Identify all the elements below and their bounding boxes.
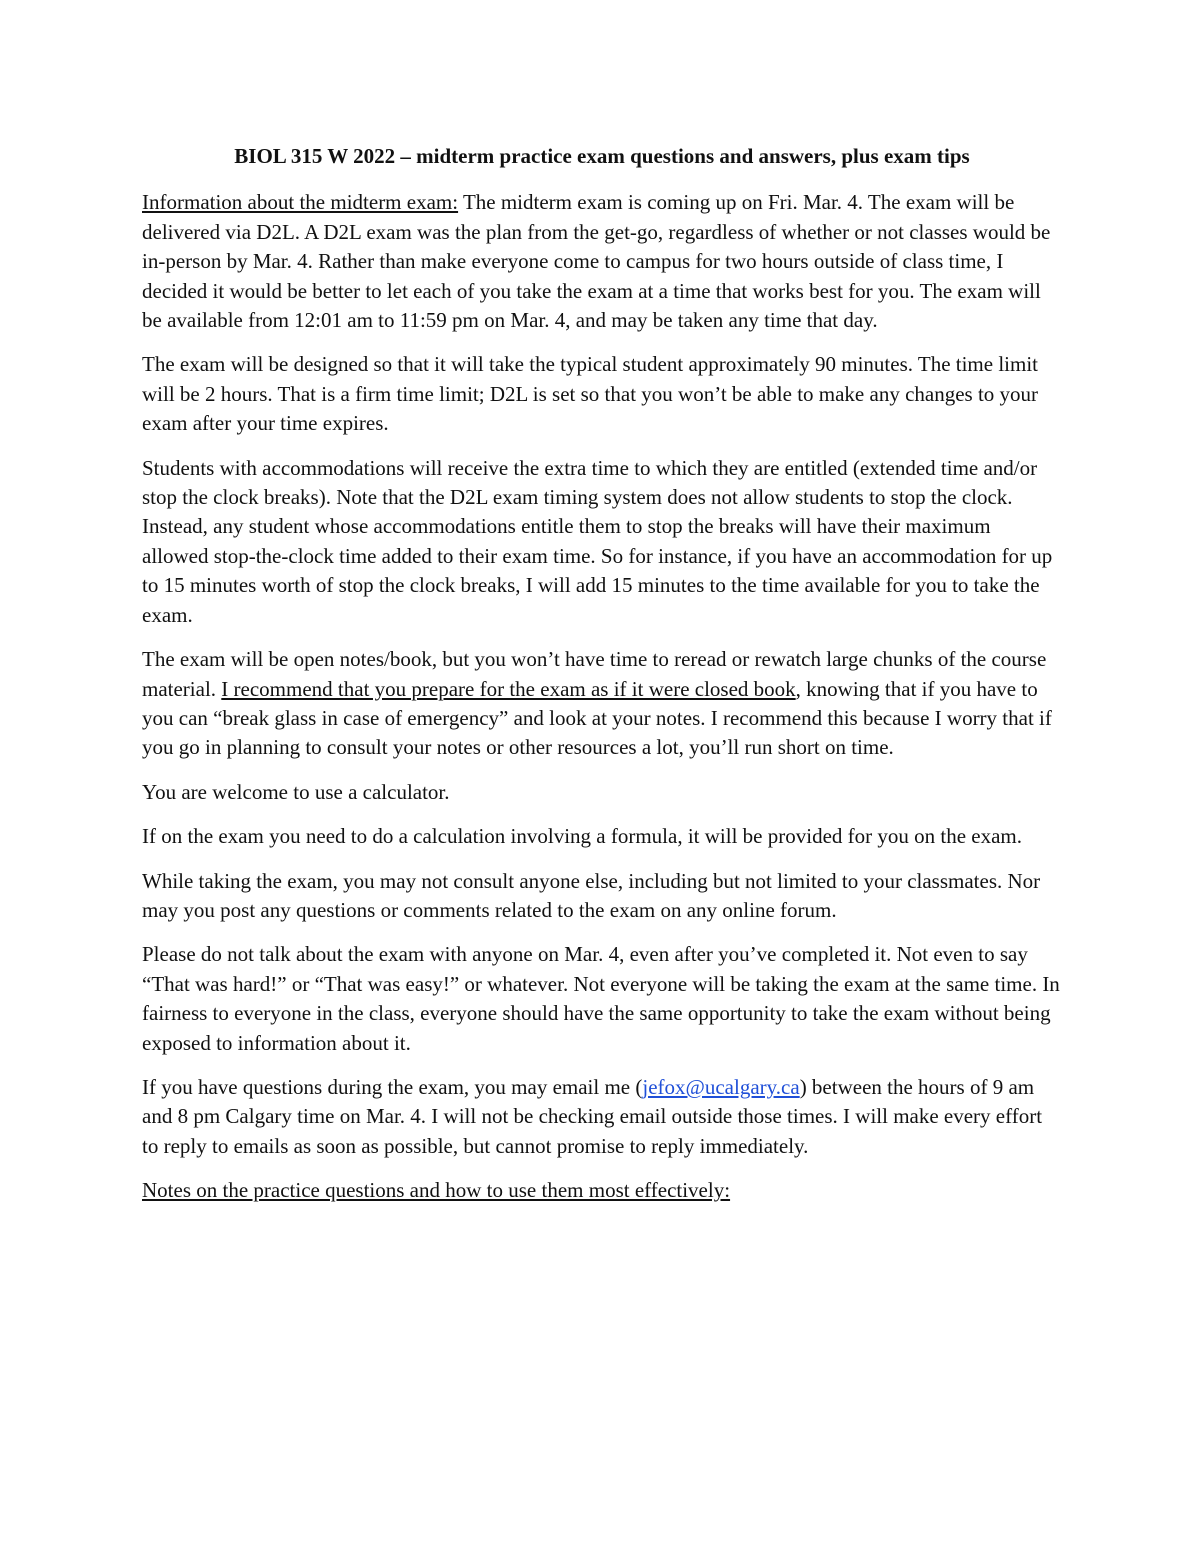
- paragraph-consult: While taking the exam, you may not consult anyone else, including but not limited to your classmates. Nor may you post any questions or comments related to the exam on any online forum.: [142, 868, 1041, 922]
- document-page: [142, 128, 1062, 1221]
- paragraph-accommodations: Students with accommodations will receive the extra time to which they are entitled (extended time and/or stop the clock breaks). Note that the D2L exam timing system does not allow students to stop the clock. Instead, any student whose accommodations entitle them to stop the breaks will have their maximum allowed stop-the-clock time added to their exam time. So for instance, if you have an accommodation for up to 15 minutes worth of stop the clock breaks, I will add 15 minutes to the time available for you to take the exam.: [142, 455, 1053, 627]
- notes-heading: Notes on the practice questions and how to use them most effectively:: [142, 1178, 731, 1203]
- intro-text: The midterm exam is coming up on Fri. Mar. 4. The exam will be delivered via D2L. A D2L exam was the plan from the get-go, regardless of whether or not classes would be in-person by Mar. 4. Rather than make everyone come to campus for two hours outside of class time, I decided it would be better to let each of you take the exam at a time that works best for you. The exam will be available from 12:01 am to 11:59 pm on Mar. 4, and may be taken any time that day.: [142, 190, 1051, 333]
- paragraph-open-notes: [142, 645, 1062, 763]
- open-notes-recommendation: I recommend that you prepare for the exam as if it were closed book: [221, 676, 796, 701]
- intro-heading: Information about the midterm exam:: [142, 190, 459, 215]
- questions-before: If you have questions during the exam, you may email me (: [142, 1074, 643, 1099]
- paragraph-talk: Please do not talk about the exam with anyone on Mar. 4, even after you’ve completed it. Not even to say “That was hard!” or “That was easy!” or whatever. Not everyone will be taking the exam at the same time. In fairness to everyone in the class, everyone should have the same opportunity to take the exam without being exposed to information about it.: [142, 942, 1060, 1055]
- paragraph-questions: [142, 1073, 1062, 1161]
- paragraph-formula: If on the exam you need to do a calculation involving a formula, it will be provided for you on the exam.: [142, 824, 1023, 849]
- email-link[interactable]: jefox@ucalgary.ca: [642, 1074, 800, 1099]
- paragraph-design: The exam will be designed so that it will take the typical student approximately 90 minutes. The time limit will be 2 hours. That is a firm time limit; D2L is set so that you won’t be able to make any changes to your exam after your time expires.: [142, 352, 1039, 436]
- paragraph-calculator: You are welcome to use a calculator.: [142, 779, 450, 804]
- open-notes-after: , knowing that if you have to you can “break glass in case of emergency” and look at your notes. I recommend this because I worry that if you go in planning to consult your notes or other resources a lot, you’ll run short on time.: [142, 676, 1052, 760]
- paragraph-intro: [142, 188, 1062, 335]
- open-notes-before: The exam will be open notes/book, but you won’t have time to reread or rewatch large chunks of the course material.: [142, 647, 1047, 701]
- document-title: BIOL 315 W 2022 – midterm practice exam questions and answers, plus exam tips: [234, 144, 970, 168]
- questions-after: ) between the hours of 9 am and 8 pm Calgary time on Mar. 4. I will not be checking email outside those times. I will make every effort to reply to emails as soon as possible, but cannot promise to reply immediately.: [142, 1074, 1043, 1158]
